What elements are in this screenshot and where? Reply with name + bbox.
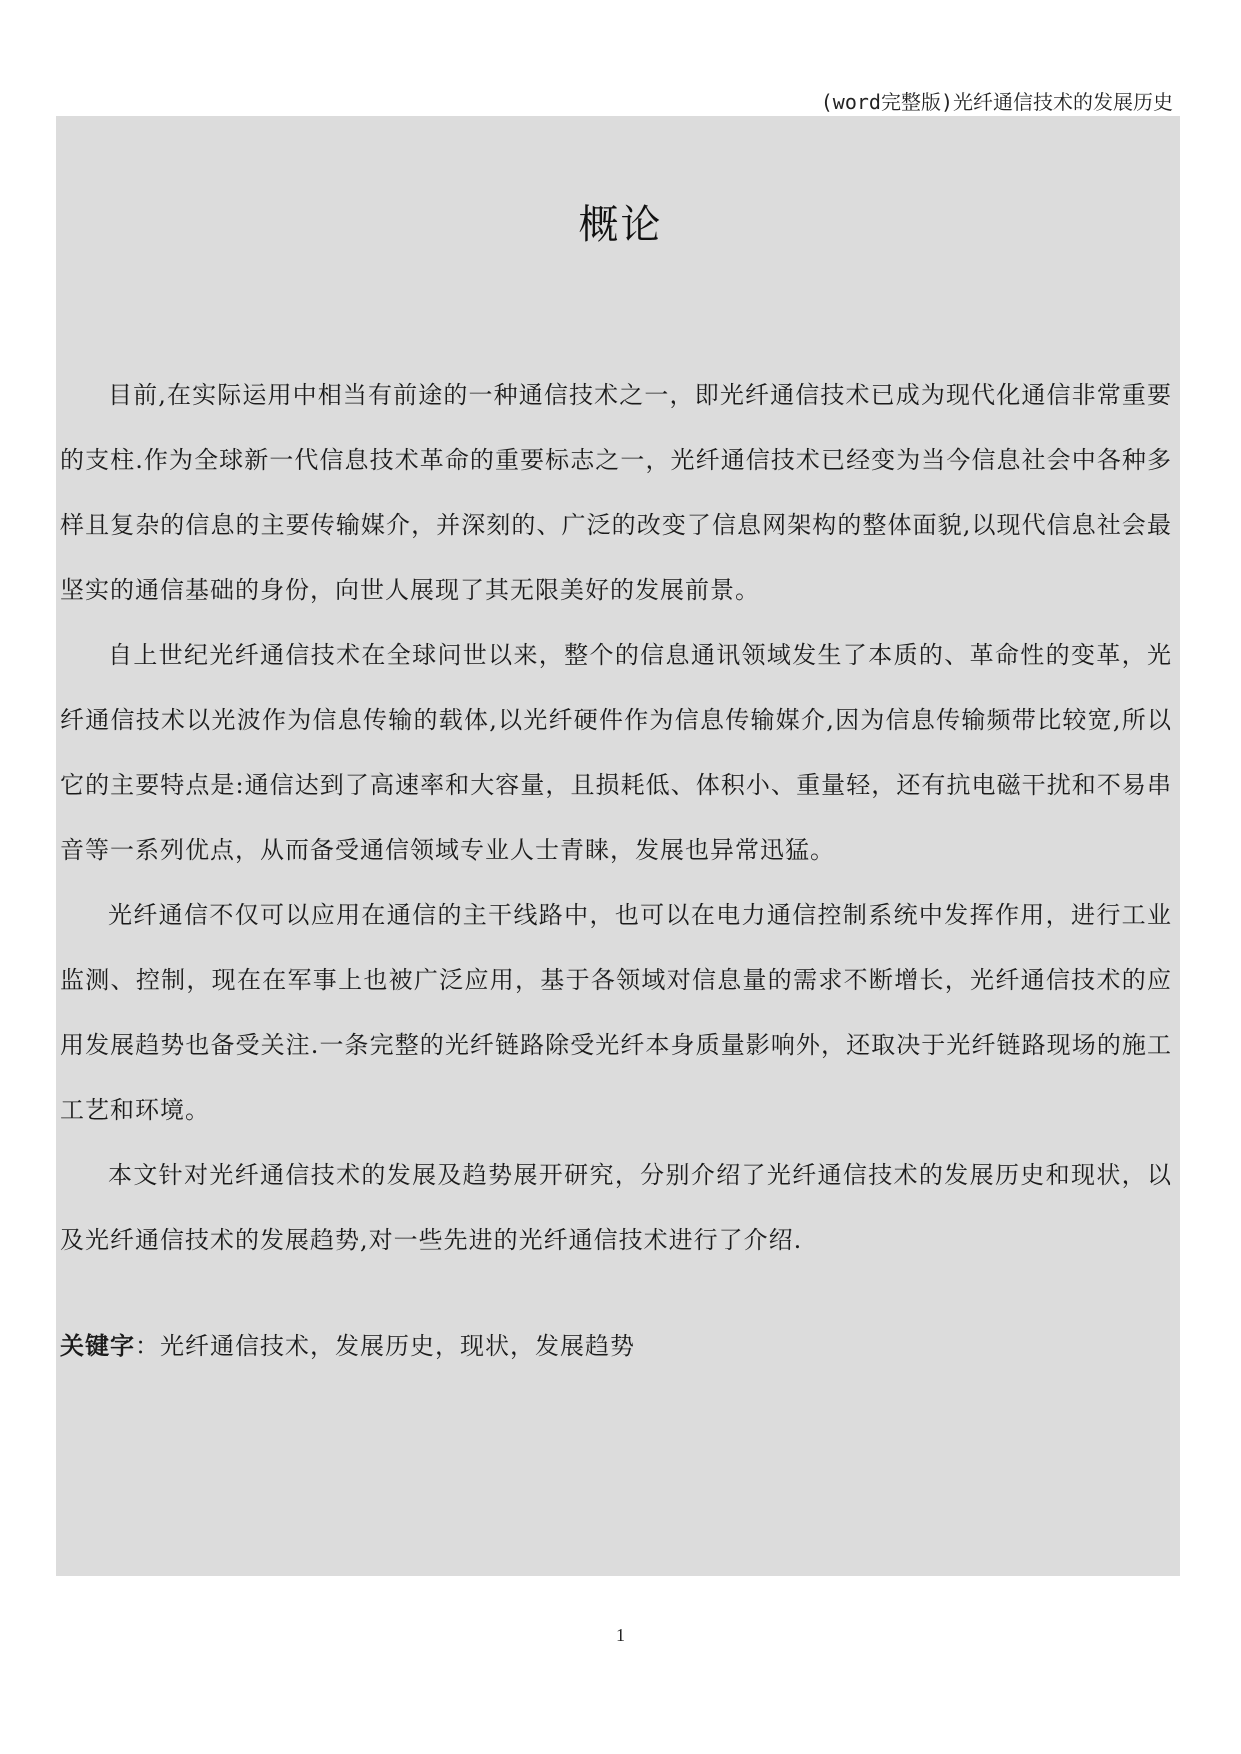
paragraph-3: 光纤通信不仅可以应用在通信的主干线路中，也可以在电力通信控制系统中发挥作用，进行工业监测、控制，现在在军事上也被广泛应用，基于各领域对信息量的需求不断增长，光纤通信技术的应用发展趋势也备受关注.一条完整的光纤链路除受光纤本身质量影响外，还取决于光纤链路现场的施工工艺和环境。: [60, 901, 1172, 1124]
running-header: (word完整版)光纤通信技术的发展历史: [820, 90, 1173, 114]
keywords-separator: ：: [135, 1332, 160, 1360]
paragraph-4: 本文针对光纤通信技术的发展及趋势展开研究，分别介绍了光纤通信技术的发展历史和现状，以及光纤通信技术的发展趋势,对一些先进的光纤通信技术进行了介绍.: [60, 1161, 1172, 1254]
paragraph-2: 自上世纪光纤通信技术在全球问世以来，整个的信息通讯领域发生了本质的、革命性的变革，光纤通信技术以光波作为信息传输的载体,以光纤硬件作为信息传输媒介,因为信息传输频带比较宽,所以它的主要特点是:通信达到了高速率和大容量，且损耗低、体积小、重量轻，还有抗电磁干扰和不易串音等一系列优点，从而备受通信领域专业人士青睐，发展也异常迅猛。: [60, 641, 1172, 864]
document-title: 概论: [578, 201, 663, 248]
body-text: [60, 363, 1172, 1273]
keywords-line: [60, 1326, 635, 1361]
keywords-value: 光纤通信技术，发展历史，现状，发展趋势: [160, 1332, 635, 1360]
keywords-label: 关键字: [60, 1332, 135, 1360]
paragraph-1: 目前,在实际运用中相当有前途的一种通信技术之一，即光纤通信技术已成为现代化通信非常重要的支柱.作为全球新一代信息技术革命的重要标志之一，光纤通信技术已经变为当今信息社会中各种多样且复杂的信息的主要传输媒介，并深刻的、广泛的改变了信息网架构的整体面貌,以现代信息社会最坚实的通信基础的身份，向世人展现了其无限美好的发展前景。: [60, 381, 1172, 604]
page-number: 1: [616, 1625, 625, 1645]
